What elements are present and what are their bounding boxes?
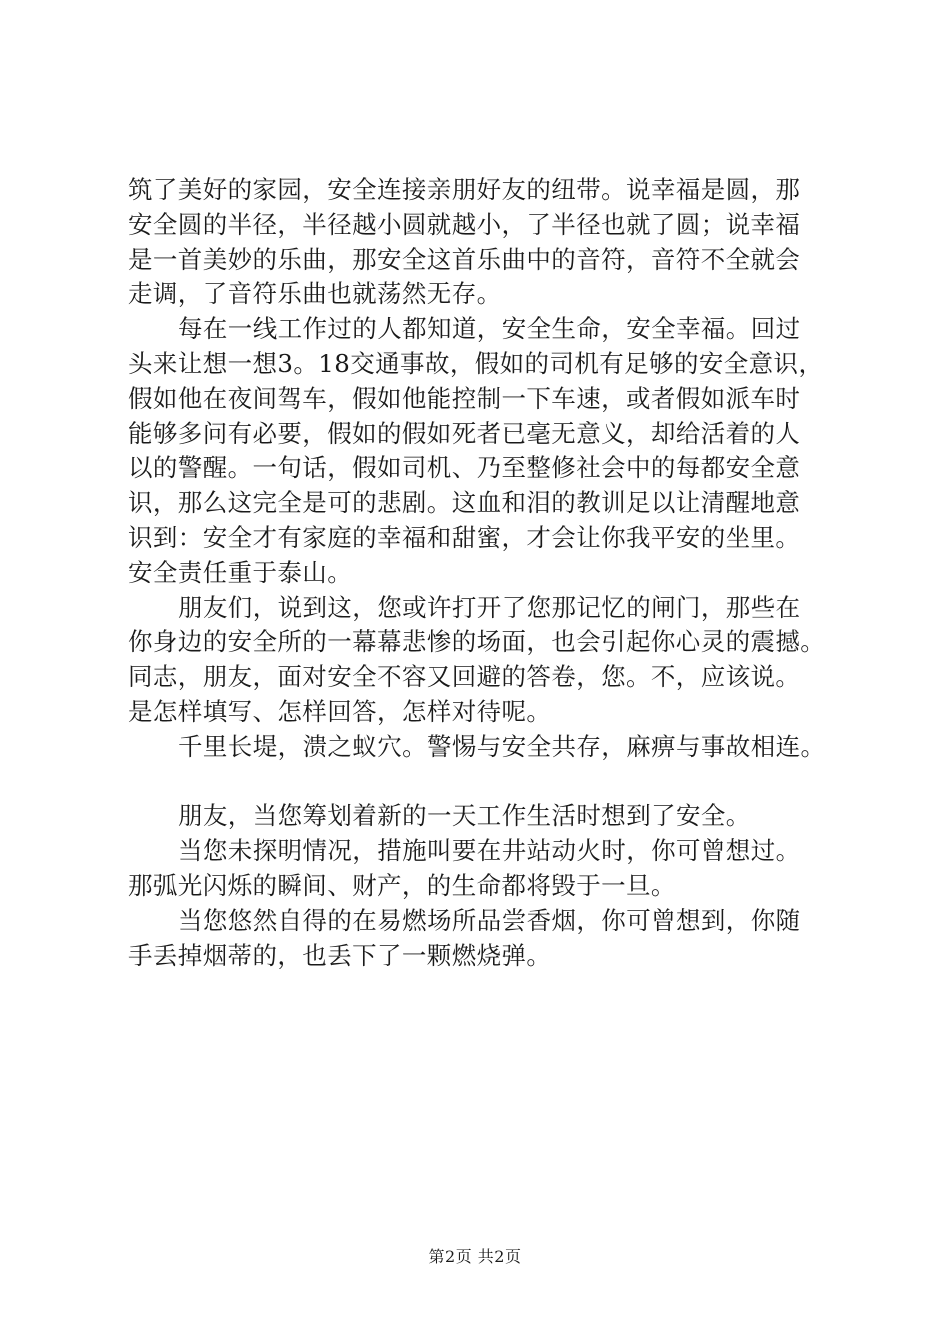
page-number-footer: 第2页 共2页 (428, 1247, 522, 1266)
paragraph-start-line: 当您悠然自得的在易燃场所品尝香烟，你可曾想到，你随 (178, 905, 801, 935)
text-line: 走调，了音符乐曲也就荡然无存。 (128, 279, 502, 309)
paragraph-start-line: 千里长堤，溃之蚁穴。警惕与安全共存，麻痹与事故相连。 (178, 731, 826, 761)
paragraph-start-line: 当您未探明情况，措施叫要在井站动火时，你可曾想过。 (178, 836, 801, 866)
text-line: 能够多问有必要，假如的假如死者已毫无意义，却给活着的人 (128, 418, 801, 448)
text-line: 识到：安全才有家庭的幸福和甜蜜，才会让你我平安的坐里。 (128, 522, 801, 552)
text-line: 你身边的安全所的一幕幕悲惨的场面，也会引起你心灵的震撼。 (128, 627, 826, 657)
paragraph-start-line: 朋友，当您筹划着新的一天工作生活时想到了安全。 (178, 801, 751, 831)
text-line: 以的警醒。一句话，假如司机、乃至整修社会中的每都安全意 (128, 453, 801, 483)
text-line: 是一首美妙的乐曲，那安全这首乐曲中的音符，音符不全就会 (128, 244, 801, 274)
document-body (128, 173, 858, 973)
text-line: 那弧光闪烁的瞬间、财产，的生命都将毁于一旦。 (128, 870, 676, 900)
text-line: 是怎样填写、怎样回答，怎样对待呢。 (128, 696, 552, 726)
text-line: 手丢掉烟蒂的，也丢下了一颗燃烧弹。 (128, 940, 552, 970)
paragraph-start-line: 朋友们，说到这，您或许打开了您那记忆的闸门，那些在 (178, 592, 801, 622)
text-line: 识，那么这完全是可的悲剧。这血和泪的教训足以让清醒地意 (128, 488, 801, 518)
text-line: 安全责任重于泰山。 (128, 557, 353, 587)
text-line: 筑了美好的家园，安全连接亲朋好友的纽带。说幸福是圆，那 (128, 175, 801, 204)
paragraph-start-line: 每在一线工作过的人都知道，安全生命，安全幸福。回过 (178, 314, 801, 344)
text-line: 头来让想一想3。18交通事故，假如的司机有足够的安全意识， (128, 348, 824, 378)
blank-line (128, 765, 858, 800)
text-line: 同志，朋友，面对安全不容又回避的答卷，您。不，应该说。 (128, 662, 801, 692)
text-line: 安全圆的半径，半径越小圆就越小，了半径也就了圆；说幸福 (128, 209, 801, 239)
text-line: 假如他在夜间驾车，假如他能控制一下车速，或者假如派车时 (128, 383, 801, 413)
